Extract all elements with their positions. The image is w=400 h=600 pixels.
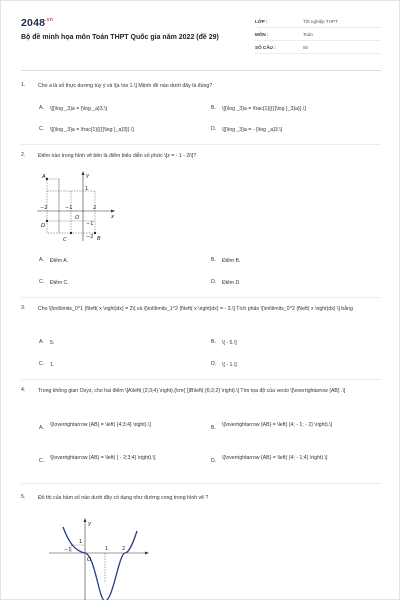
meta-row-class xyxy=(255,15,381,28)
site-logo[interactable]: $2048^{.vn}$ xyxy=(21,17,53,29)
label-a: A xyxy=(42,174,46,180)
question-stem: Đồ thị của hàm số nào dưới đây có dạng như đường cong trong hình vẽ ? xyxy=(38,495,209,501)
label-c: C xyxy=(63,237,67,243)
meta-value: Toán xyxy=(303,32,313,37)
tick-label-minus-two: −2 xyxy=(40,205,48,211)
tick-label-two: 2 xyxy=(122,546,126,552)
question-number: 5. xyxy=(21,494,26,500)
tick-label-one: 1 xyxy=(85,186,89,192)
point-b xyxy=(94,232,96,234)
question-divider xyxy=(21,483,381,484)
y-axis-arrow xyxy=(84,518,87,522)
complex-plane-figure xyxy=(31,169,121,245)
question-number: 3. xyxy=(21,305,26,311)
label-b: B xyxy=(97,236,101,242)
document-title: Bộ đề minh họa môn Toán THPT Quốc gia năm 2022 (đề 29) xyxy=(21,34,219,41)
point-a xyxy=(46,178,48,180)
header-divider xyxy=(21,70,381,71)
y-axis-arrow xyxy=(82,171,85,175)
point-d xyxy=(46,220,48,222)
tick-label-minus-one: −1 xyxy=(64,547,72,553)
grid-left xyxy=(47,179,59,233)
question-stem: Cho \[\int\limits_0^1 {f\left( x \right)dx} = 2\] và \[\int\limits_1^2 {f\left( x \right)dx} = - 3.\] Tích phân \[\int\limits_0^2 {f\left( x \right)dx} \] bằng xyxy=(38,306,353,312)
document-page: $2048^{.vn}$ Bộ đề minh họa môn Toán THPT Quốc gia năm 2022 (đề 29) LỚP : Tốt nghiệp THPT MÔN : Toán SỐ CÂU : 50 1. Cho a là số thực dương tùy ý và \[a \ne 1.\] Mệnh đề nào dưới đây là đúng? A. \[{\log _3}a = {\log _a}3.\] B. \[{\log _3}a = \frac{1}{{{{\log }_3}a}}.\] C. \[{\log _3}a = \frac{1}{{{{\log }_a}3}}.\] D. \[{\log _3}a = - {\log _a}3.\] 2. Điểm nào trong hình vẽ bên là điểm biểu diễn số phức \[z = - 1 - 2i\]? A B C D O x y 1 −1 −2 −1 −2 2 A. Điểm A. B. Điểm B. C. Điểm C. D. Điểm D. 3. Cho \[\int\limits_0^1 {f\left( x \right)dx} = 2\] và \[\int\limits_1^2 {f\left( x \right)dx} = - 3.\] Tích phân \[\int\limits_0^2 {f\left( x \right)dx} \] bằng A. 5. B. \[ - 5.\] C. 1. D. \[ - 1.\] 4. Trong không gian Oxyz, cho hai điểm \[A\left( {2;3;4} \right),{\rm{ }}B\left( {6;2;2} \right).\] Tìm tọa độ của vecto \[\overrightarrow {AB} .\] A. \[\overrightarrow {AB} = \left( {4;3;4} \right).\] B. \[\overrightarrow {AB} = \left( {4; - 1; - 2} \right).\] C. \[\overrightarrow {AB} = \left( { - 2;3;4} \right).\] D. \[\overrightarrow {AB} = \left( {4; - 1;4} \right).\] 5. Đồ thị của hàm số nào dưới đây có dạng như đường cong trong hình vẽ ? y O 1 −1 1 2 xyxy=(0,0,400,600)
tick-label-minus-one: −1 xyxy=(65,205,73,211)
label-origin: O xyxy=(87,557,92,563)
function-graph-figure xyxy=(49,513,149,600)
question-number: 2. xyxy=(21,152,26,158)
question-divider xyxy=(21,297,381,298)
meta-key: LỚP : xyxy=(255,19,268,24)
function-curve xyxy=(63,527,137,600)
label-d: D xyxy=(41,223,46,229)
meta-key: SỐ CÂU : xyxy=(255,45,276,50)
tick-label-y-minus-one: −1 xyxy=(86,221,94,227)
meta-row-subject xyxy=(255,28,381,41)
question-divider xyxy=(21,144,381,145)
meta-row-count xyxy=(255,41,381,54)
label-y: y xyxy=(88,521,92,527)
tick-label-y-minus-two: −2 xyxy=(86,234,94,240)
meta-key: MÔN : xyxy=(255,32,269,37)
meta-value: 50 xyxy=(303,45,309,50)
tick-label-one: 1 xyxy=(79,539,83,545)
label-origin: O xyxy=(75,215,80,221)
question-stem: Cho a là số thực dương tùy ý và \[a \ne 1.\] Mệnh đề nào dưới đây là đúng? xyxy=(38,83,213,89)
meta-table xyxy=(255,15,381,54)
tick-label-two: 2 xyxy=(93,205,97,211)
point-c xyxy=(70,232,72,234)
question-number: 1. xyxy=(21,82,26,88)
tick-label-x-one: 1 xyxy=(105,546,109,552)
label-y: y xyxy=(86,173,90,179)
meta-value: Tốt nghiệp THPT xyxy=(303,19,338,24)
question-stem: Điểm nào trong hình vẽ bên là điểm biểu diễn số phức \[z = - 1 - 2i\]? xyxy=(38,153,197,159)
x-axis-arrow xyxy=(111,210,115,213)
x-axis-arrow xyxy=(145,552,149,555)
question-divider xyxy=(21,379,381,380)
header xyxy=(21,15,381,65)
question-stem: Trong không gian Oxyz, cho hai điểm \[A\left( {2;3;4} \right),{\rm{ }}B\left( {6;2;2} \right).\] Tìm tọa độ của vecto \[\overrightarrow {AB} .\] xyxy=(38,388,346,394)
label-x: x xyxy=(111,214,115,220)
question-number: 4. xyxy=(21,387,26,393)
